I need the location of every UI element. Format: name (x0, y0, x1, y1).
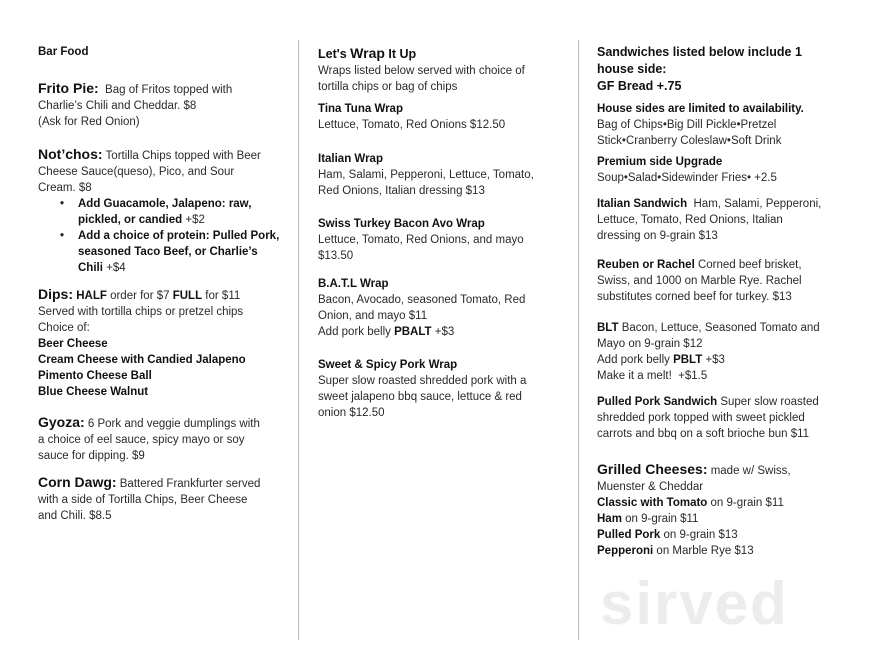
menu-item-name: Swiss Turkey Bacon Avo Wrap (318, 218, 485, 230)
menu-line (318, 183, 534, 199)
menu-line (38, 212, 279, 228)
menu-line (38, 432, 260, 448)
menu-section (318, 101, 505, 133)
menu-text: substitutes corned beef for turkey. $13 (597, 291, 792, 303)
menu-item-name: Add a choice of protein: Pulled Pork, (78, 230, 280, 242)
menu-section (597, 101, 804, 149)
menu-text: order for $7 (106, 290, 173, 302)
menu-line (38, 384, 246, 400)
menu-line (38, 164, 279, 180)
menu-line (597, 101, 804, 117)
menu-text: Cream. $8 (38, 182, 92, 194)
menu-item-name: PBALT (394, 326, 432, 338)
menu-text: Served with tortilla chips or pretzel chips (38, 306, 244, 318)
menu-text: Swiss, and 1000 on Marble Rye. Rachel (597, 275, 802, 287)
menu-section (38, 146, 279, 276)
menu-item-name: Not’chos: (38, 146, 103, 162)
menu-line (318, 373, 526, 389)
menu-text: (Ask for Red Onion) (38, 116, 140, 128)
menu-section (597, 196, 821, 244)
menu-line (38, 114, 232, 130)
menu-line (38, 286, 246, 304)
menu-text: Lettuce, Tomato, Red Onions, and mayo (318, 234, 524, 246)
menu-item-name: FULL (172, 290, 203, 302)
menu-item-name: Pulled Pork (597, 529, 661, 541)
menu-item-name: house side: (597, 62, 667, 76)
menu-line (318, 389, 526, 405)
menu-text: Tortilla Chips topped with Beer (102, 150, 261, 162)
menu-line (38, 228, 279, 244)
menu-text: Ham, Salami, Pepperoni, (687, 198, 822, 210)
menu-line (38, 414, 260, 432)
menu-line (38, 196, 279, 212)
menu-text: made w/ Swiss, (707, 465, 791, 477)
menu-line (597, 495, 791, 511)
menu-item-name: Pepperoni (597, 545, 654, 557)
menu-line (597, 289, 802, 305)
menu-line (38, 448, 260, 464)
menu-text: +$3 (431, 326, 455, 338)
menu-line (38, 260, 279, 276)
menu-item-name: House sides are limited to availability. (597, 103, 804, 115)
menu-line (597, 228, 821, 244)
menu-section (318, 151, 534, 199)
menu-line (597, 133, 804, 149)
menu-item-name: Cream Cheese with Candied Jalapeno (38, 354, 246, 366)
menu-line (38, 98, 232, 114)
menu-text: a choice of eel sauce, spicy mayo or soy (38, 434, 245, 446)
menu-line (318, 101, 505, 117)
menu-text: +$3 (702, 354, 725, 366)
menu-line (38, 44, 88, 60)
menu-section (597, 461, 791, 559)
menu-line (38, 352, 246, 368)
menu-text: Mayo on 9-grain $12 (597, 338, 703, 350)
menu-item-name: Corn Dawg: (38, 474, 117, 490)
menu-section (318, 216, 524, 264)
menu-line (597, 257, 802, 273)
menu-item-name: BLT (597, 322, 619, 334)
column-divider (298, 40, 299, 640)
menu-line (38, 146, 279, 164)
menu-section (597, 257, 802, 305)
menu-text: on Marble Rye $13 (653, 545, 754, 557)
menu-item-name: Bar Food (38, 46, 89, 58)
menu-item-name: Dips: (38, 286, 73, 302)
sirved-watermark: sirved (600, 570, 789, 637)
menu-line (318, 308, 525, 324)
menu-item-name: Classic with Tomato (597, 497, 708, 509)
menu-text: Stick•Cranberry Coleslaw•Soft Drink (597, 135, 782, 147)
menu-section (597, 394, 819, 442)
menu-item-name: Let's (318, 47, 351, 61)
menu-text: Bacon, Lettuce, Seasoned Tomato and (618, 322, 820, 334)
menu-text: Muenster & Cheddar (597, 481, 704, 493)
menu-item-name: Ham (597, 513, 622, 525)
menu-item-name: B.A.T.L Wrap (318, 278, 389, 290)
menu-text: and Chili. $8.5 (38, 510, 112, 522)
menu-section (318, 45, 525, 95)
menu-text: Battered Frankfurter served (116, 478, 261, 490)
menu-line (597, 426, 819, 442)
menu-item-name: Gyoza: (38, 414, 85, 430)
menu-item-name: Tina Tuna Wrap (318, 103, 403, 115)
menu-text: Ham, Salami, Pepperoni, Lettuce, Tomato, (318, 169, 534, 181)
menu-line (318, 357, 526, 373)
menu-text: Onion, and mayo $11 (318, 310, 428, 322)
menu-text: Super slow roasted (717, 396, 819, 408)
menu-line (597, 212, 821, 228)
menu-item-name: Sandwiches listed below include 1 (597, 45, 802, 59)
bullet-icon: • (60, 198, 65, 210)
menu-text: Lettuce, Tomato, Red Onions $12.50 (318, 119, 506, 131)
menu-text: 6 Pork and veggie dumplings with (84, 418, 260, 430)
menu-text: Make it a melt! +$1.5 (597, 370, 708, 382)
menu-item-name: Chili (78, 262, 103, 274)
menu-line (318, 151, 534, 167)
menu-item-name: Italian Wrap (318, 153, 383, 165)
menu-section (318, 276, 525, 340)
menu-section (318, 357, 526, 421)
menu-text: Choice of: (38, 322, 90, 334)
menu-line (597, 320, 820, 336)
menu-line (38, 304, 246, 320)
menu-line (597, 352, 820, 368)
menu-item-name: Sweet & Spicy Pork Wrap (318, 359, 458, 371)
menu-line (38, 508, 260, 524)
menu-section (38, 474, 260, 524)
menu-text: Corned beef brisket, (694, 259, 802, 271)
menu-line (597, 336, 820, 352)
menu-item-name: Grilled Cheeses: (597, 461, 708, 477)
menu-text: Cheese Sauce(queso), Pico, and Sour (38, 166, 235, 178)
menu-line (597, 78, 802, 95)
menu-line (318, 324, 525, 340)
menu-line (38, 474, 260, 492)
column-divider (578, 40, 579, 640)
menu-section (38, 414, 260, 464)
menu-line (597, 117, 804, 133)
menu-line (38, 80, 232, 98)
menu-item-name: Blue Cheese Walnut (38, 386, 149, 398)
menu-item-name: pickled, or candied (78, 214, 183, 226)
menu-text: for $11 (202, 290, 241, 302)
menu-text: sauce for dipping. $9 (38, 450, 145, 462)
menu-line (318, 248, 524, 264)
menu-text: Super slow roasted shredded pork with a (318, 375, 527, 387)
menu-item-name: It Up (384, 47, 417, 61)
menu-section (597, 320, 820, 384)
menu-line (38, 336, 246, 352)
menu-line (597, 511, 791, 527)
menu-line (38, 244, 279, 260)
menu-text: Lettuce, Tomato, Red Onions, Italian (597, 214, 783, 226)
menu-item-name: Add Guacamole, Jalapeno: raw, (78, 198, 252, 210)
menu-item-name: HALF (76, 290, 107, 302)
menu-text: on 9-grain $11 (707, 497, 784, 509)
menu-text: Bag of Fritos topped with (98, 84, 233, 96)
menu-line (38, 320, 246, 336)
menu-line (597, 61, 802, 78)
menu-text: on 9-grain $11 (621, 513, 699, 525)
menu-text: +$2 (182, 214, 205, 226)
menu-line (318, 276, 525, 292)
menu-section (597, 44, 802, 95)
menu-line (597, 479, 791, 495)
menu-line (597, 410, 819, 426)
menu-text: Red Onions, Italian dressing $13 (318, 185, 485, 197)
menu-line (38, 180, 279, 196)
menu-line (597, 527, 791, 543)
menu-text: tortilla chips or bag of chips (318, 81, 458, 93)
menu-line (318, 292, 525, 308)
menu-line (597, 44, 802, 61)
menu-line (318, 45, 525, 63)
menu-text: Bag of Chips•Big Dill Pickle•Pretzel (597, 119, 777, 131)
menu-text: Wraps listed below served with choice of (318, 65, 525, 77)
menu-section (38, 44, 88, 60)
menu-text: Bacon, Avocado, seasoned Tomato, Red (318, 294, 526, 306)
menu-line (597, 170, 777, 186)
menu-text: Add pork belly (597, 354, 674, 366)
menu-text: sweet jalapeno bbq sauce, lettuce & red (318, 391, 522, 403)
menu-item-name: seasoned Taco Beef, or Charlie’s (78, 246, 258, 258)
menu-text: on 9-grain $13 (660, 529, 738, 541)
menu-text: +$4 (102, 262, 126, 274)
menu-text: onion $12.50 (318, 407, 385, 419)
menu-line (597, 461, 791, 479)
menu-section (38, 286, 246, 400)
menu-item-name: Frito Pie: (38, 80, 99, 96)
menu-line (318, 405, 526, 421)
menu-item-name: PBLT (673, 354, 703, 366)
menu-item-name: Italian Sandwich (597, 198, 688, 210)
menu-line (38, 492, 260, 508)
menu-line (597, 394, 819, 410)
menu-text: $13.50 (318, 250, 354, 262)
menu-line (318, 167, 534, 183)
menu-line (38, 368, 246, 384)
menu-item-name: Beer Cheese (38, 338, 108, 350)
menu-line (318, 232, 524, 248)
menu-item-name: Premium side Upgrade (597, 156, 723, 168)
menu-item-name: Wrap (350, 45, 385, 61)
menu-item-name: GF Bread +.75 (597, 79, 682, 93)
menu-line (318, 216, 524, 232)
menu-text: Add pork belly (318, 326, 395, 338)
menu-text: carrots and bbq on a soft brioche bun $11 (597, 428, 810, 440)
menu-line (318, 117, 505, 133)
menu-line (597, 543, 791, 559)
menu-text: with a side of Tortilla Chips, Beer Cheese (38, 494, 248, 506)
menu-text: Charlie’s Chili and Cheddar. $8 (38, 100, 197, 112)
bullet-icon: • (60, 230, 65, 242)
menu-line (318, 63, 525, 79)
menu-text: dressing on 9-grain $13 (597, 230, 718, 242)
menu-item-name: Pulled Pork Sandwich (597, 396, 718, 408)
menu-line (597, 273, 802, 289)
menu-section (38, 80, 232, 130)
menu-item-name: Pimento Cheese Ball (38, 370, 152, 382)
menu-line (597, 368, 820, 384)
menu-item-name: Reuben or Rachel (597, 259, 695, 271)
menu-line (597, 154, 777, 170)
menu-line (597, 196, 821, 212)
menu-section (597, 154, 777, 186)
menu-text: Soup•Salad•Sidewinder Fries• +2.5 (597, 172, 777, 184)
menu-line (318, 79, 525, 95)
menu-text: shredded pork topped with sweet pickled (597, 412, 805, 424)
